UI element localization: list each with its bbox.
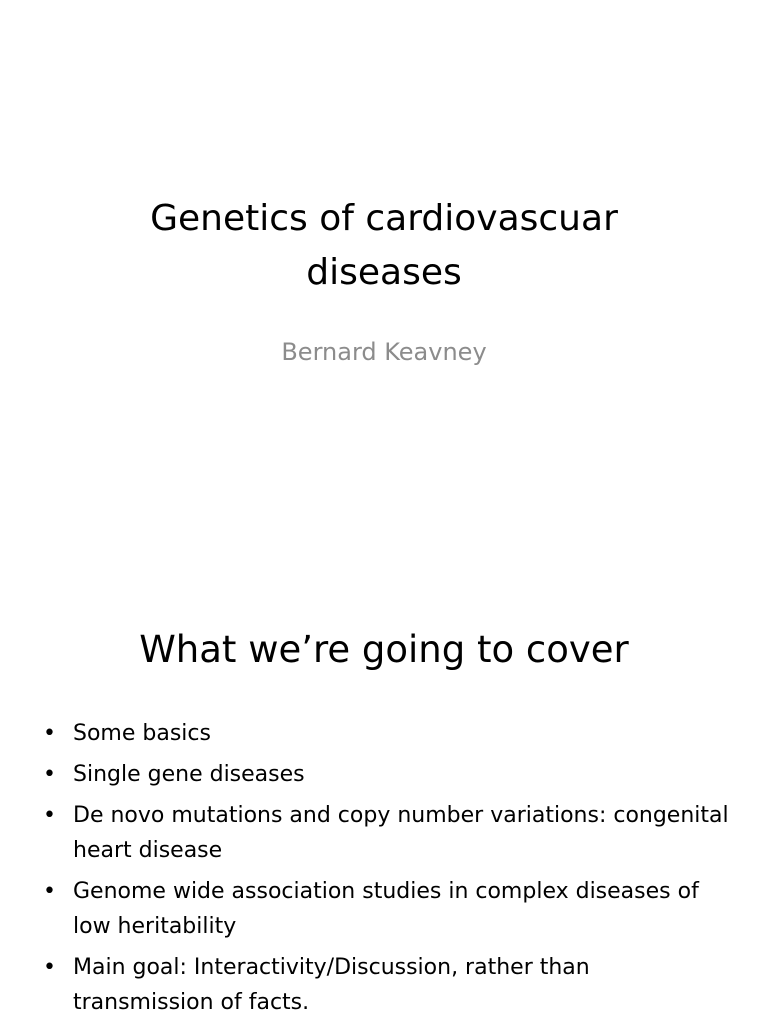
bullet-text: Single gene diseases <box>73 762 305 787</box>
bullet-icon: • <box>43 955 56 980</box>
bullet-item <box>40 874 730 944</box>
agenda-bullet-list <box>40 716 730 1026</box>
bullet-icon: • <box>43 762 56 787</box>
bullet-icon: • <box>43 721 56 746</box>
slide-subtitle-author: Bernard Keavney <box>281 338 487 366</box>
bullet-text: Main goal: Interactivity/Discussion, rather than transmission of facts. <box>73 955 590 1015</box>
agenda-title: What we’re going to cover <box>139 628 629 671</box>
bullet-item <box>40 950 730 1020</box>
bullet-item <box>40 798 730 868</box>
slide-title: Genetics of cardiovascuar diseases <box>150 198 618 293</box>
bullet-item <box>40 757 730 792</box>
bullet-text: Genome wide association studies in complex diseases of low heritability <box>73 879 699 939</box>
agenda-slide <box>0 576 768 1024</box>
bullet-icon: • <box>43 879 56 904</box>
bullet-item <box>40 716 730 751</box>
bullet-text: De novo mutations and copy number variations: congenital heart disease <box>73 803 729 863</box>
bullet-text: Some basics <box>73 721 211 746</box>
bullet-icon: • <box>43 803 56 828</box>
